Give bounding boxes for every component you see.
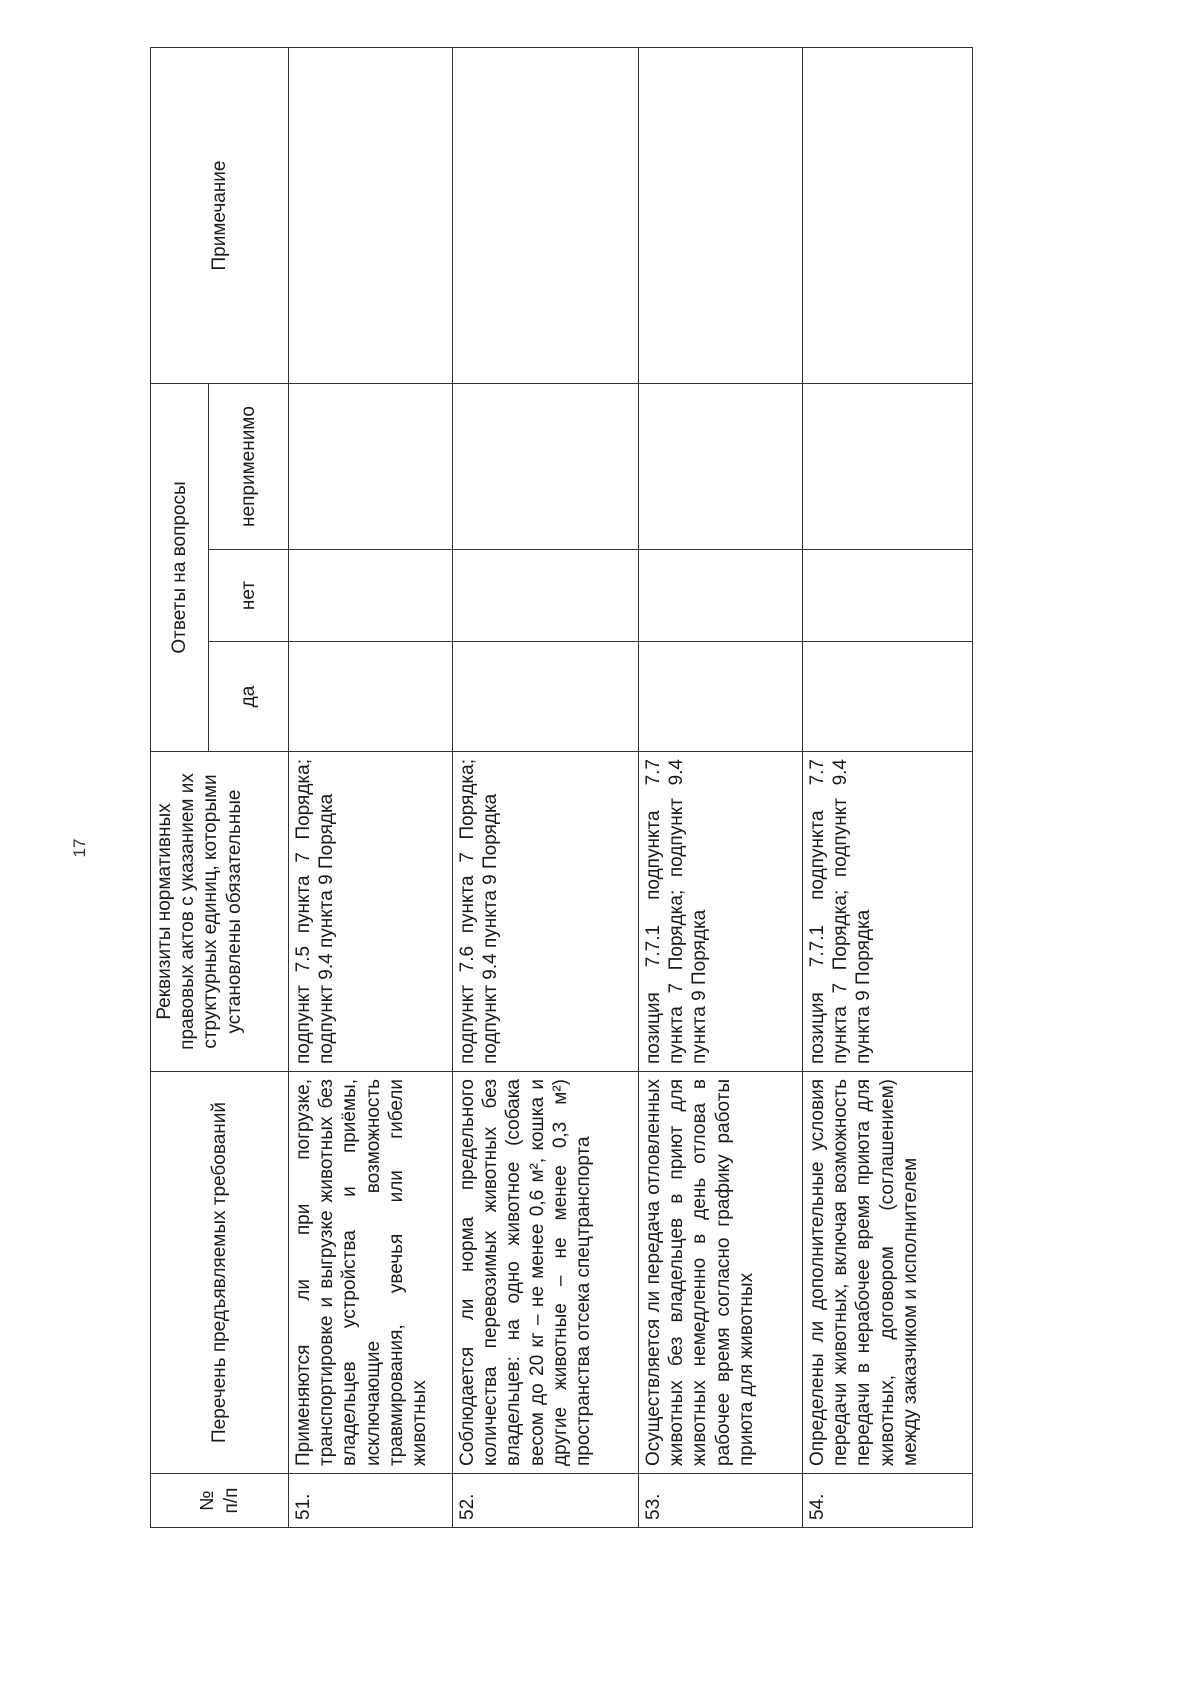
note-cell[interactable] [639,48,803,384]
page-number: 17 [70,838,89,858]
table-row [639,48,803,1528]
header-answers: Ответы на вопросы [151,384,209,752]
reference-text: подпункт 7.6 пункта 7 Порядка; подпункт 9.4 пункта 9 Порядка [453,752,639,1072]
header-not-applicable: неприменимо [209,384,289,550]
answer-not-applicable-cell[interactable] [453,384,639,550]
header-requirements: Перечень предъявляемых требований [151,1072,289,1474]
answer-not-applicable-cell[interactable] [289,384,453,550]
requirement-text: Осуществляется ли передача отловленных животных без владельцев в приют для животных немедленно в день отлова в рабочее время согласно графику работы приюта для животных [639,1072,803,1474]
reference-text: позиция 7.7.1 подпункта 7.7 пункта 7 Порядка; подпункт 9.4 пункта 9 Порядка [639,752,803,1072]
header-references: Реквизиты нормативных правовых актов с указанием их структурных единиц, которыми установлены обязательные [151,752,289,1072]
note-cell[interactable] [803,48,973,384]
answer-no-cell[interactable] [639,550,803,642]
note-cell[interactable] [289,48,453,384]
row-number: 54. [803,1474,973,1528]
header-no: нет [209,550,289,642]
checklist-sheet [150,48,972,1528]
row-number: 53. [639,1474,803,1528]
reference-text: подпункт 7.5 пункта 7 Порядка; подпункт 9.4 пункта 9 Порядка [289,752,453,1072]
table-row [453,48,639,1528]
answer-yes-cell[interactable] [803,642,973,752]
answer-no-cell[interactable] [289,550,453,642]
note-cell[interactable] [453,48,639,384]
header-note: Примечание [151,48,289,384]
reference-text: позиция 7.7.1 подпункта 7.7 пункта 7 Порядка; подпункт 9.4 пункта 9 Порядка [803,752,973,1072]
requirement-text: Определены ли дополнительные условия передачи животных, включая возможность передачи в нерабочее время приюта для животных, договором (соглашением) между заказчиком и исполнителем [803,1072,973,1474]
answer-yes-cell[interactable] [639,642,803,752]
answer-not-applicable-cell[interactable] [803,384,973,550]
requirement-text: Соблюдается ли норма предельного количества перевозимых животных без владельцев: на одно животное (собака весом до 20 кг – не менее 0,6 м², кошка и другие животные – не менее 0,3 м²) пространства отсека спецтранспорта [453,1072,639,1474]
checklist-table [150,47,973,1528]
row-number: 51. [289,1474,453,1528]
table-row [803,48,973,1528]
table-row [289,48,453,1528]
requirement-text: Применяются ли при погрузке, транспортировке и выгрузке животных без владельцев устройства и приёмы, исключающие возможность травмирования, увечья или гибели животных [289,1072,453,1474]
answer-no-cell[interactable] [453,550,639,642]
header-yes: да [209,642,289,752]
header-row-1 [151,48,209,1528]
answer-yes-cell[interactable] [289,642,453,752]
answer-yes-cell[interactable] [453,642,639,752]
answer-no-cell[interactable] [803,550,973,642]
answer-not-applicable-cell[interactable] [639,384,803,550]
row-number: 52. [453,1474,639,1528]
header-num: № п/п [151,1474,289,1528]
